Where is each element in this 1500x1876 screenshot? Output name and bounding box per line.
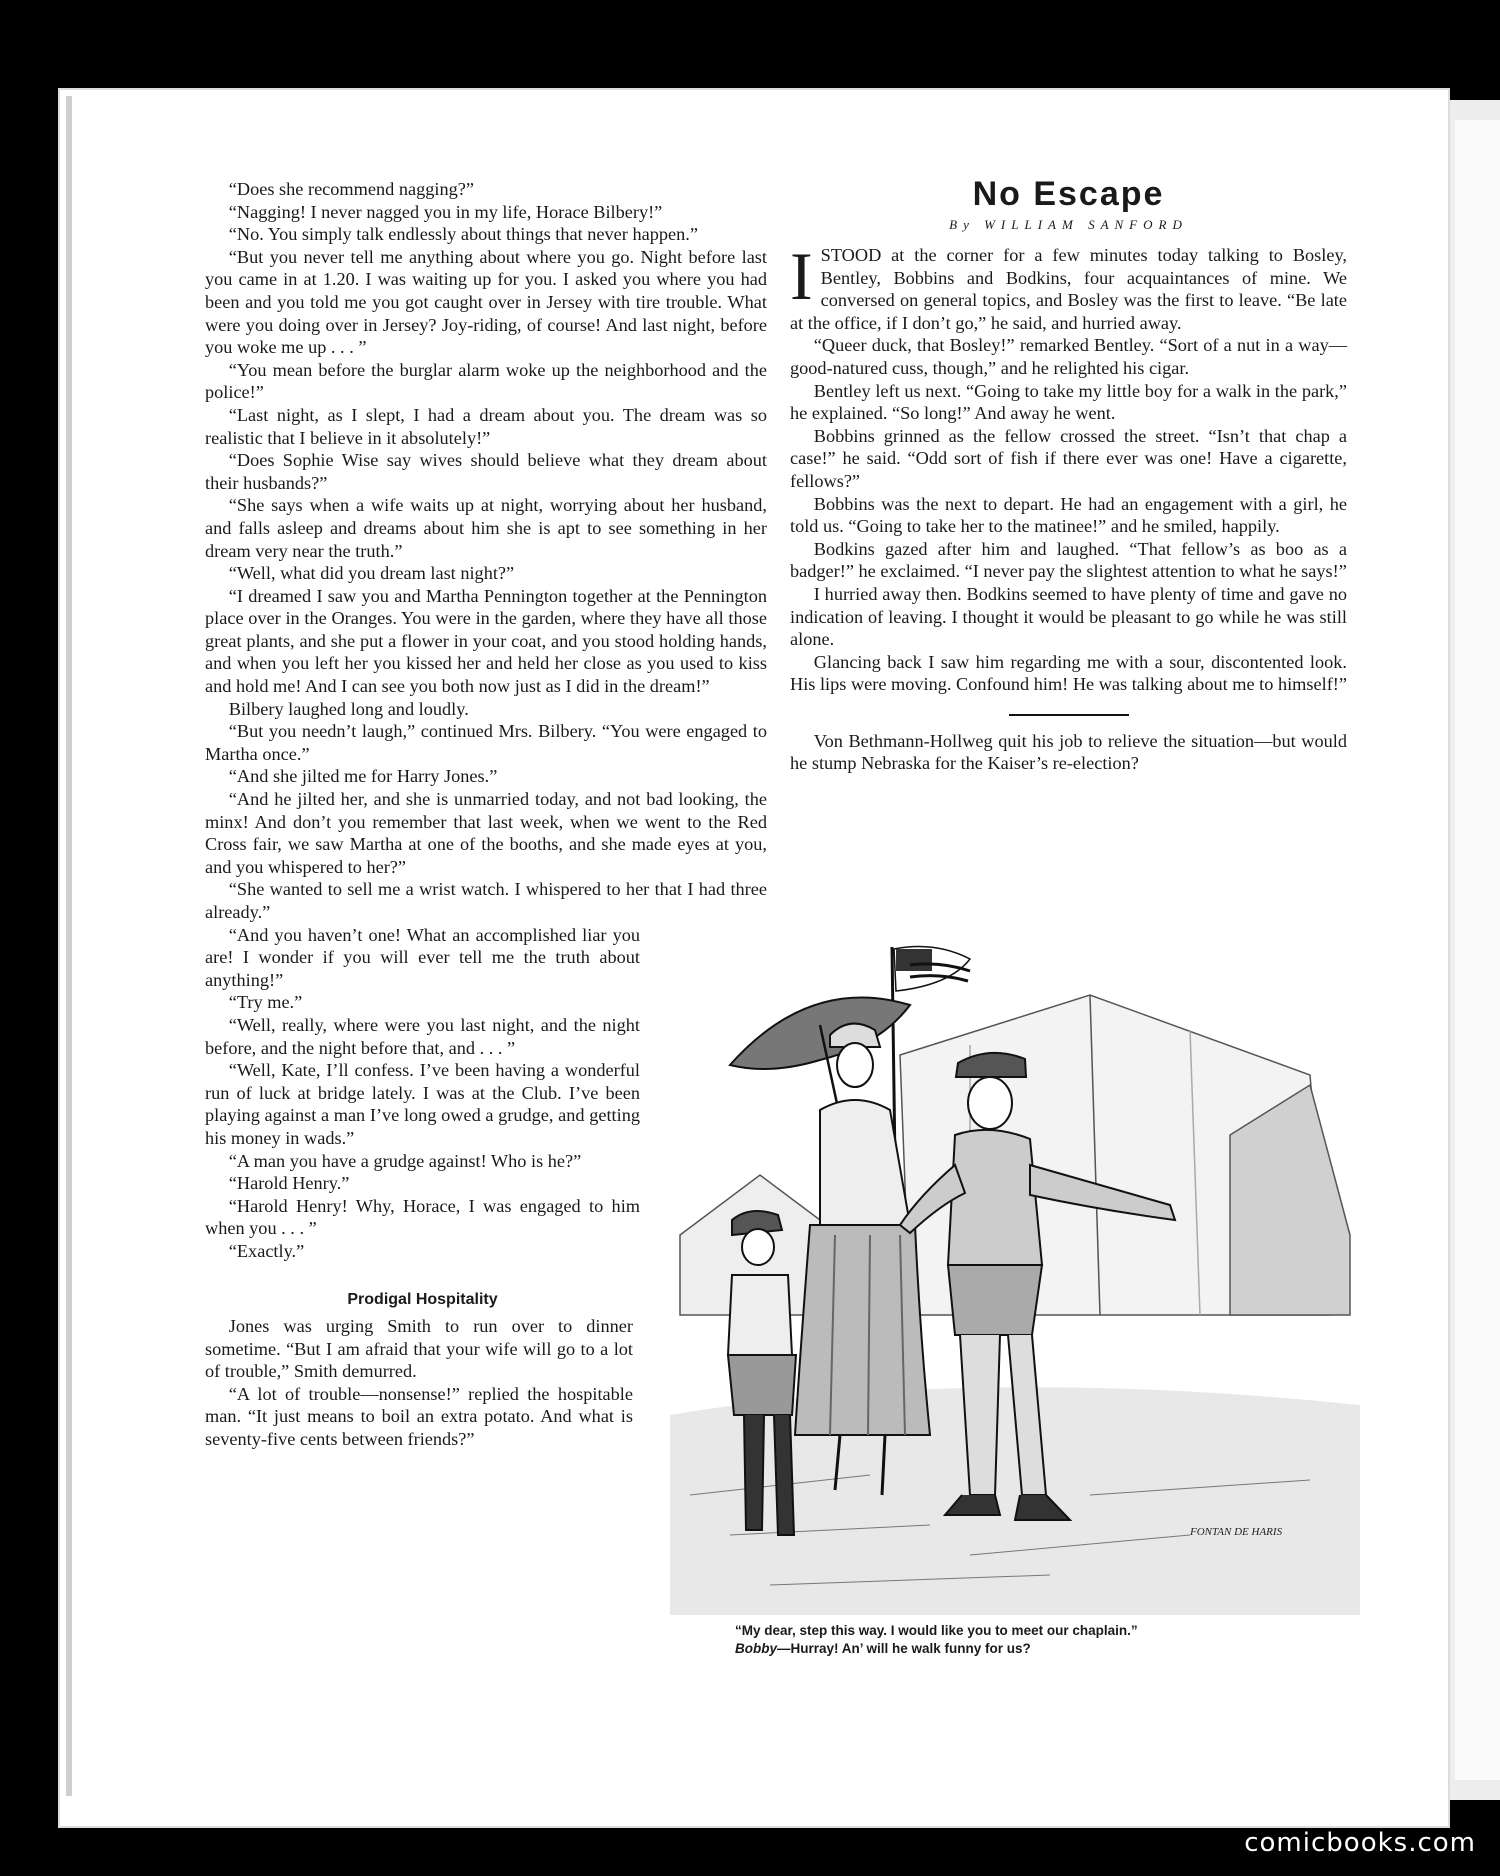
paragraph: Bentley left us next. “Going to take my little boy for a walk in the park,” he explained. “So long!” And away he went. (790, 380, 1347, 424)
paragraph: “Well, really, where were you last night, and the night before, and the night before that, and . . . ” (205, 1014, 640, 1058)
paragraph: “And she jilted me for Harry Jones.” (228, 766, 498, 787)
article-byline: By WILLIAM SANFORD (949, 217, 1188, 232)
paragraph: “She says when a wife waits up at night, worrying about her husband, and falls asleep and dreams about him she is apt to see something in her dream very near the truth.” (205, 495, 767, 561)
article-paragraphs (790, 334, 1347, 696)
page-curl-right-inner (1455, 120, 1500, 1780)
paragraph: “Harold Henry.” (228, 1173, 350, 1194)
caption-line-1: “My dear, step this way. I would like you to meet our chaplain.” (735, 1623, 1138, 1638)
paragraph: Jones was urging Smith to run over to dinner sometime. “But I am afraid that your wife will go to a lot of trouble,” Smith demurred. (205, 1316, 633, 1382)
caption-speech: —Hurray! An’ will he walk funny for us? (777, 1641, 1031, 1656)
paragraph: “You mean before the burglar alarm woke up the neighborhood and the police!” (205, 359, 767, 403)
paragraph: “Try me.” (228, 992, 303, 1013)
paragraph: “But you never tell me anything about where you go. Night before last you came in at 1.20. I was waiting up for you. I asked you where you had been and you told me you got caught over in Jersey with tire trouble. What were you doing over in Jersey? Joy-riding, of course! And last night, before you woke me up . . . ” (205, 246, 767, 358)
paragraph: “A lot of trouble—nonsense!” replied the hospitable man. “It just means to boil an extra potato. And what is seventy-five cents between friends?” (205, 1383, 633, 1450)
section-divider (1009, 714, 1129, 716)
paragraph: Bodkins gazed after him and laughed. “That fellow’s as boo as a badger!” he exclaimed. “I never pay the slightest attention to what he says!” (790, 538, 1347, 582)
right-column-story (790, 172, 1347, 775)
paragraph: “Queer duck, that Bosley!” remarked Bentley. “Sort of a nut in a way—good-natured cuss, though,” and he relighted his cigar. (790, 335, 1347, 378)
paragraph: “Does Sophie Wise say wives should believe what they dream about their husbands?” (205, 450, 767, 493)
first-paragraph (790, 238, 1347, 334)
paragraph: Bobbins was the next to depart. He had an engagement with a girl, he told us. “Going to take her to the matinee!” and he smiled, happily. (790, 493, 1347, 537)
drop-cap: I (790, 238, 813, 314)
paragraph: “Exactly.” (228, 1240, 305, 1261)
paragraph: “Harold Henry! Why, Horace, I was engaged to him when you . . . ” (205, 1195, 640, 1239)
paragraph: “Well, what did you dream last night?” (228, 563, 515, 584)
paragraph: Bilbery laughed long and loudly. (228, 698, 469, 719)
article-title: No Escape (972, 175, 1165, 213)
story-paragraphs (205, 178, 767, 924)
paragraph: “Nagging! I never nagged you in my life, Horace Bilbery!” (228, 201, 663, 222)
paragraph: “No. You simply talk endlessly about things that never happen.” (228, 224, 698, 245)
paragraph: “And he jilted her, and she is unmarried today, and not bad looking, the minx! And don’t you remember that last week, when we went to the Red Cross fair, we saw Martha at one of the booths, and she made eyes at you, and you whispered to her?” (205, 789, 767, 877)
site-watermark: comicbooks.com (1244, 1828, 1476, 1858)
epigram (790, 730, 1347, 775)
first-paragraph-text: STOOD at the corner for a few minutes today talking to Bosley, Bentley, Bobbins and Bodkins, four acquaintances of mine. We conversed on general topics, and Bosley was the first to leave. “Be late at the office, if I don’t go,” he said, and hurried away. (790, 245, 1347, 333)
caption-line-2 (735, 1640, 1335, 1658)
paragraph: Bobbins grinned as the fellow crossed the street. “Isn’t that chap a case!” he said. “Odd sort of fish if there ever was one! Have a cigarette, fellows?” (790, 425, 1347, 491)
paragraph: “Does she recommend nagging?” (228, 179, 474, 199)
illustration-caption (735, 1622, 1335, 1658)
page-binding-edge (66, 96, 72, 1796)
paragraph: Glancing back I saw him regarding me with a sour, discontented look. His lips were moving. Confound him! He was talking about me to himself!” (790, 651, 1347, 695)
paragraph: “A man you have a grudge against! Who is he?” (228, 1150, 582, 1171)
paragraph: I hurried away then. Bodkins seemed to have plenty of time and gave no indication of leaving. I thought it would be pleasant to go while he was still alone. (790, 583, 1347, 650)
epigram-text: Von Bethmann-Hollweg quit his job to relieve the situation—but would he stump Nebraska for the Kaiser’s re-election? (790, 730, 1347, 774)
paragraph: “Well, Kate, I’ll confess. I’ve been having a wonderful run of luck at bridge lately. I was at the Club. I’ve been playing against a man I’ve long owed a grudge, and getting his money in wads.” (205, 1060, 640, 1148)
paragraph: “But you needn’t laugh,” continued Mrs. Bilbery. “You were engaged to Martha once.” (205, 721, 767, 764)
paragraph: “She wanted to sell me a wrist watch. I whispered to her that I had three already.” (205, 879, 767, 922)
paragraph: “Last night, as I slept, I had a dream about you. The dream was so realistic that I believe in it absolutely!” (205, 404, 767, 448)
paragraph: “And you haven’t one! What an accomplished liar you are! I wonder if you will ever tell me the truth about anything!” (205, 924, 640, 990)
paragraph: “I dreamed I saw you and Martha Pennington together at the Pennington place over in the Oranges. You were in the garden, where they have all those great plants, and she put a flower in your coat, and you stood holding hands, and when you left her you kissed her and held her close as you used to kiss and hold me! And I can see you both now just as I did in the dream!” (205, 585, 767, 697)
cartoon-illustration (670, 935, 1360, 1615)
caption-speaker: Bobby (735, 1641, 777, 1656)
artist-signature: FONTAN DE HARIS (1190, 1526, 1283, 1538)
section-heading: Prodigal Hospitality (347, 1290, 498, 1308)
